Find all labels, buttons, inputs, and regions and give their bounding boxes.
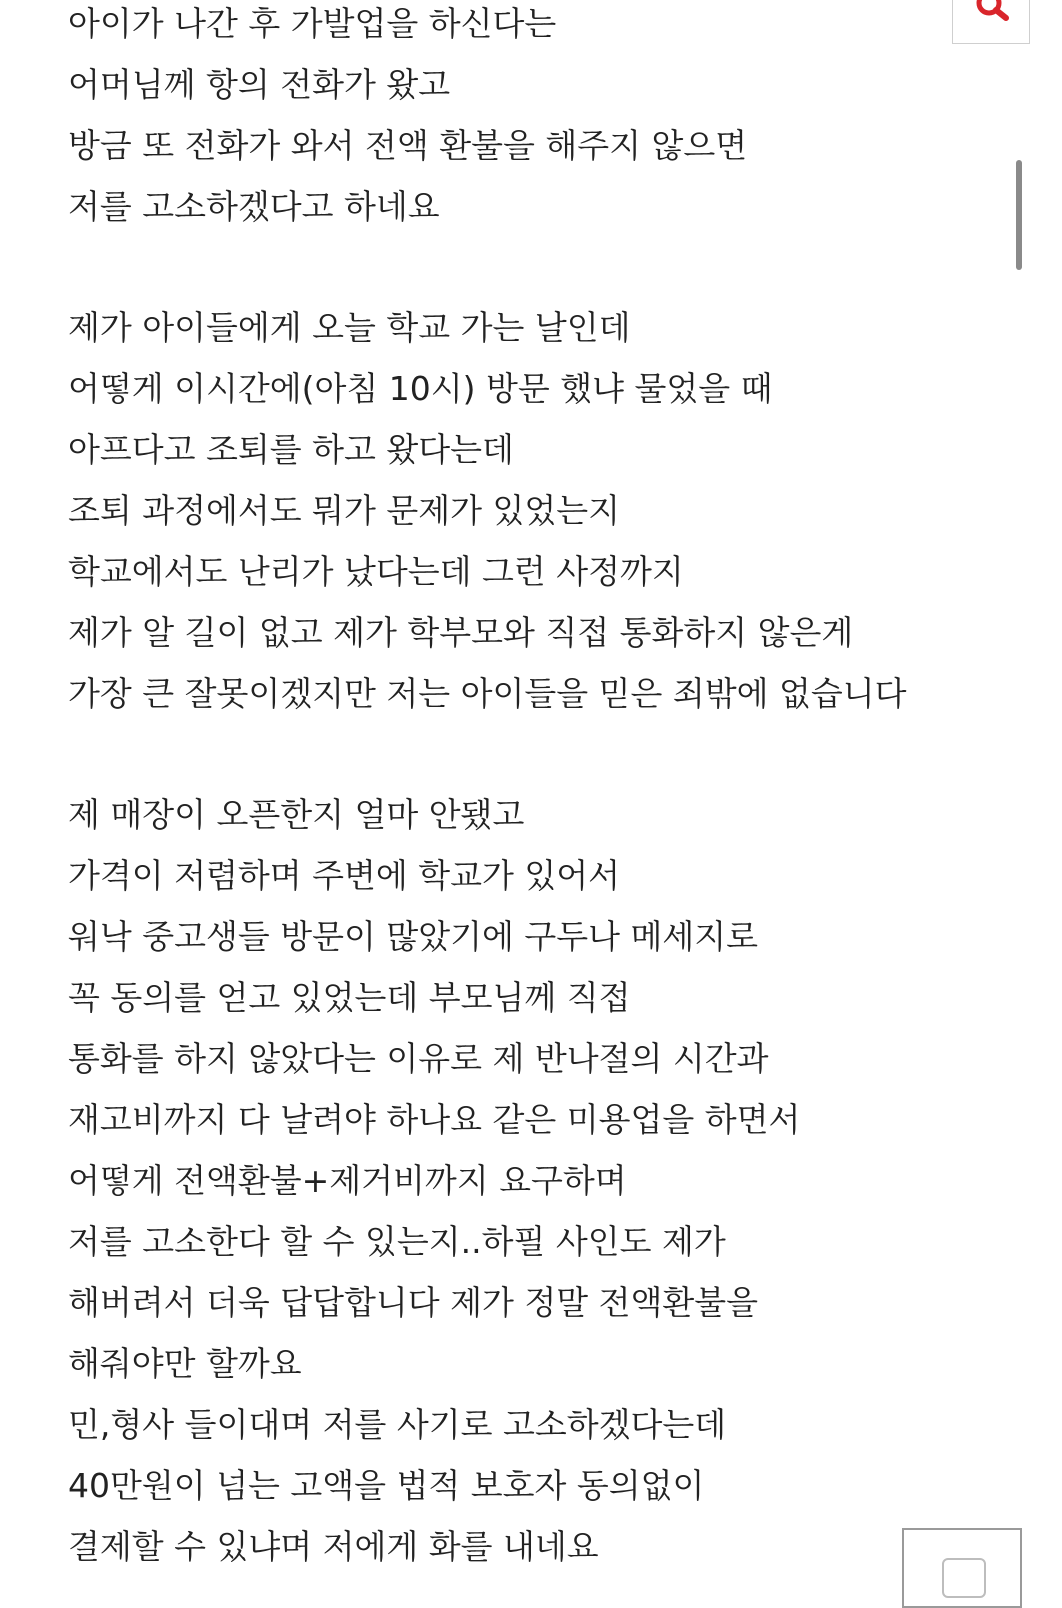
floating-button[interactable] [902,1528,1022,1608]
post-paragraph [68,304,968,731]
text-line: 저를 고소한다 할 수 있는지..하필 사인도 제가 [68,1222,726,1261]
post-paragraph [68,0,968,244]
square-icon [942,1558,986,1598]
post-body [68,0,968,1584]
scrollbar[interactable] [1016,160,1022,270]
text-line: 방금 또 전화가 와서 전액 환불을 해주지 않으면 [68,126,748,165]
text-line: 통화를 하지 않았다는 이유로 제 반나절의 시간과 [68,1039,769,1078]
text-line: 결제할 수 있냐며 저에게 화를 내네요 [68,1527,599,1566]
text-line: 40만원이 넘는 고액을 법적 보호자 동의없이 [68,1466,705,1505]
text-line: 아이가 나간 후 가발업을 하신다는 [68,4,557,43]
text-line: 학교에서도 난리가 났다는데 그런 사정까지 [68,552,684,591]
text-line: 어떻게 이시간에(아침 10시) 방문 했냐 물었을 때 [68,369,773,408]
text-line: 꼭 동의를 얻고 있었는데 부모님께 직접 [68,978,631,1017]
text-line: 해버려서 더욱 답답합니다 제가 정말 전액환불을 [68,1283,759,1322]
post-paragraph [68,791,968,1584]
text-line: 조퇴 과정에서도 뭐가 문제가 있었는지 [68,491,621,530]
text-line: 워낙 중고생들 방문이 많았기에 구두나 메세지로 [68,917,759,956]
text-line: 저를 고소하겠다고 하네요 [68,187,440,226]
text-line: 민,형사 들이대며 저를 사기로 고소하겠다는데 [68,1405,727,1444]
search-button[interactable] [952,0,1030,44]
text-line: 제가 알 길이 없고 제가 학부모와 직접 통화하지 않은게 [68,613,854,652]
text-line: 가장 큰 잘못이겠지만 저는 아이들을 믿은 죄밖에 없습니다 [68,674,907,713]
text-line: 가격이 저렴하며 주변에 학교가 있어서 [68,856,621,895]
search-icon [973,0,1013,25]
text-line: 제 매장이 오픈한지 얼마 안됐고 [68,795,525,834]
text-line: 아프다고 조퇴를 하고 왔다는데 [68,430,514,469]
text-line: 어떻게 전액환불+제거비까지 요구하며 [68,1161,627,1200]
text-line: 제가 아이들에게 오늘 학교 가는 날인데 [68,308,631,347]
text-line: 재고비까지 다 날려야 하나요 같은 미용업을 하면서 [68,1100,801,1139]
text-line: 해줘야만 할까요 [68,1344,302,1383]
text-line: 어머님께 항의 전화가 왔고 [68,65,451,104]
